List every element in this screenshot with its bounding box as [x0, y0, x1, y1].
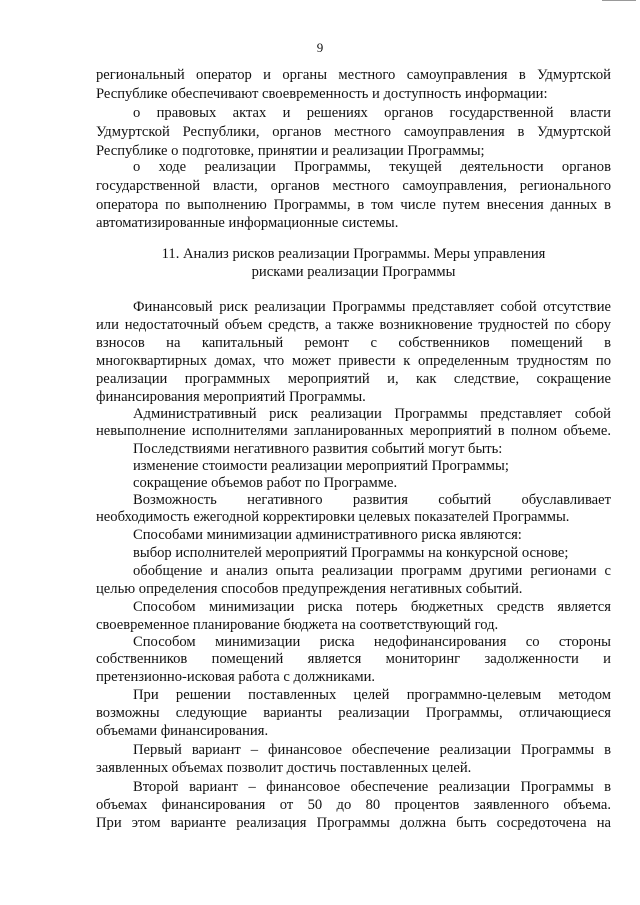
text-line: многоквартирных домах, что может привести к определенным трудностям по [96, 353, 611, 369]
section-heading: рисками реализации Программы [251, 264, 456, 280]
text-line: претензионно-исковая работа с должниками. [96, 669, 376, 685]
text-line: объемах финансирования от 50 до 80 процентов заявленного объема. [96, 797, 611, 813]
text-line: финансирования мероприятий Программы. [96, 389, 366, 405]
text-line: Способами минимизации административного риска являются: [133, 527, 522, 543]
text-line: собственников помещений является мониторинг задолженности и [96, 651, 611, 667]
text-line: изменение стоимости реализации мероприятий Программы; [133, 458, 509, 474]
text-line: Республике обеспечивают своевременность и доступность информации: [96, 86, 548, 102]
text-line: Административный риск реализации Программы представляет собой [133, 406, 611, 422]
text-line: сокращение объемов работ по Программе. [133, 475, 398, 491]
text-line: взносов на капитальный ремонт с собственников помещений в [96, 335, 611, 351]
section-heading: 11. Анализ рисков реализации Программы. Меры управления [161, 246, 546, 262]
text-line: Первый вариант – финансовое обеспечение реализации Программы в [133, 742, 611, 758]
page-number: 9 [316, 40, 324, 55]
text-line: о правовых актах и решениях органов государственной власти [133, 105, 611, 121]
text-line: При этом варианте реализация Программы должна быть сосредоточена на [96, 815, 611, 831]
text-line: Последствиями негативного развития событий могут быть: [133, 441, 503, 457]
text-line: невыполнение исполнителями запланированных мероприятий в полном объеме. [96, 423, 611, 439]
text-line: о ходе реализации Программы, текущей деятельности органов [133, 159, 611, 175]
text-line: выбор исполнителей мероприятий Программы на конкурсной основе; [133, 545, 569, 561]
text-line: целью определения способов предупреждения негативных событий. [96, 581, 523, 597]
text-line: Способом минимизации риска недофинансирования со стороны [133, 634, 611, 650]
text-line: объемами финансирования. [96, 723, 269, 739]
page-corner-mark [602, 0, 636, 1]
text-line: государственной власти, органов местного самоуправления, регионального [96, 178, 611, 194]
text-line: возможны следующие варианты реализации Программы, отличающиеся [96, 705, 611, 721]
text-line: своевременное планирование бюджета на соответствующий год. [96, 617, 499, 633]
text-line: автоматизированные информационные системы. [96, 215, 399, 231]
text-line: региональный оператор и органы местного самоуправления в Удмуртской [96, 67, 611, 83]
text-line: реализации программных мероприятий и, как следствие, сокращение [96, 371, 611, 387]
text-line: обобщение и анализ опыта реализации программ другими регионами с [133, 563, 611, 579]
text-line: Удмуртской Республики, органов местного самоуправления в Удмуртской [96, 124, 611, 140]
text-line: или недостаточный объем средств, а также возникновение трудностей по сбору [96, 317, 611, 333]
text-line: При решении поставленных целей программно-целевым методом [133, 687, 611, 703]
text-line: Возможность негативного развития событий обуславливает [133, 492, 611, 508]
text-line: Финансовый риск реализации Программы представляет собой отсутствие [133, 299, 611, 315]
text-line: оператора по выполнению Программы, в том числе путем внесения данных в [96, 197, 611, 213]
text-line: Республике о подготовке, принятии и реализации Программы; [96, 143, 485, 159]
text-line: необходимость ежегодной корректировки целевых показателей Программы. [96, 509, 570, 525]
text-line: Способом минимизации риска потерь бюджетных средств является [133, 599, 611, 615]
text-line: Второй вариант – финансовое обеспечение реализации Программы в [133, 779, 611, 795]
text-line: заявленных объемах позволит достичь поставленных целей. [96, 760, 472, 776]
